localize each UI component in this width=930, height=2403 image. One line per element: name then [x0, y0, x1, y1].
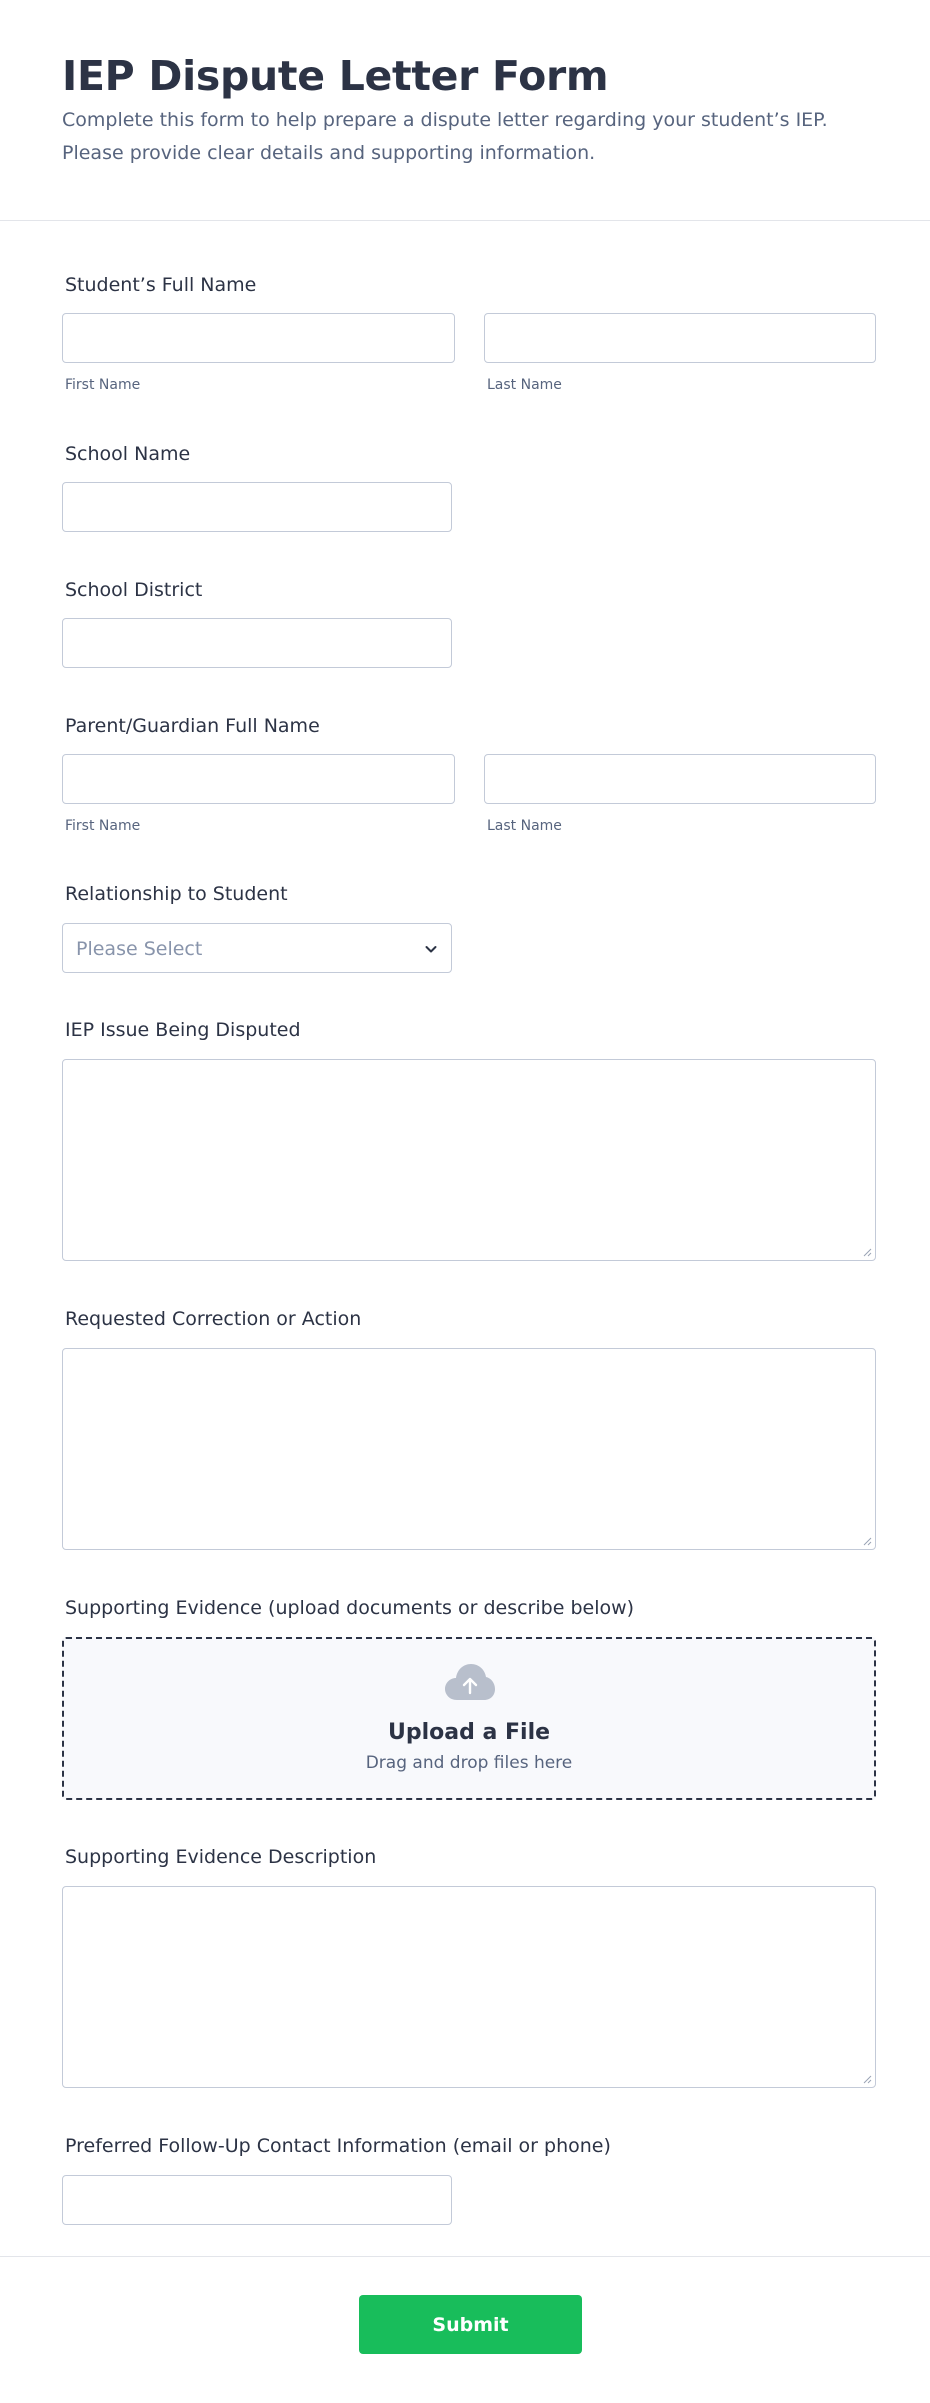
student-first-name-input[interactable] [62, 313, 455, 363]
upload-title: Upload a File [387, 1720, 551, 1745]
evidence-upload-label: Supporting Evidence (upload documents or describe below) [65, 1597, 635, 1619]
contact-input[interactable] [62, 2175, 452, 2225]
resize-handle-icon[interactable] [862, 1247, 872, 1257]
student-name-label: Student’s Full Name [65, 274, 257, 296]
student-last-name-sublabel: Last Name [487, 377, 562, 393]
correction-label: Requested Correction or Action [65, 1308, 362, 1330]
correction-textarea[interactable] [62, 1348, 876, 1550]
school-district-label: School District [65, 579, 203, 601]
chevron-down-icon [423, 941, 439, 957]
relationship-select[interactable] [62, 923, 452, 973]
school-name-label: School Name [65, 443, 191, 465]
submit-button[interactable]: Submit [359, 2295, 582, 2354]
evidence-description-label: Supporting Evidence Description [65, 1846, 377, 1868]
school-name-input[interactable] [62, 482, 452, 532]
guardian-first-name-input[interactable] [62, 754, 455, 804]
form-header [0, 0, 930, 221]
relationship-select-placeholder: Please Select [76, 938, 203, 960]
student-first-name-sublabel: First Name [65, 377, 141, 393]
student-last-name-input[interactable] [484, 313, 876, 363]
cloud-upload-icon [444, 1663, 496, 1701]
guardian-first-name-sublabel: First Name [65, 818, 141, 834]
issue-label: IEP Issue Being Disputed [65, 1019, 301, 1041]
issue-textarea[interactable] [62, 1059, 876, 1261]
form-description: Complete this form to help prepare a dispute letter regarding your student’s IEP. Please provide clear details and supporting information. [62, 109, 828, 164]
school-district-input[interactable] [62, 618, 452, 668]
file-upload-dropzone[interactable] [62, 1637, 876, 1800]
resize-handle-icon[interactable] [862, 1536, 872, 1546]
guardian-name-label: Parent/Guardian Full Name [65, 715, 320, 737]
form-footer [0, 2256, 930, 2403]
guardian-last-name-sublabel: Last Name [487, 818, 562, 834]
resize-handle-icon[interactable] [862, 2074, 872, 2084]
guardian-last-name-input[interactable] [484, 754, 876, 804]
upload-hint: Drag and drop files here [365, 1753, 573, 1773]
evidence-description-textarea[interactable] [62, 1886, 876, 2088]
relationship-label: Relationship to Student [65, 883, 288, 905]
contact-label: Preferred Follow-Up Contact Information (email or phone) [65, 2135, 611, 2157]
page-title: IEP Dispute Letter Form [62, 52, 609, 100]
